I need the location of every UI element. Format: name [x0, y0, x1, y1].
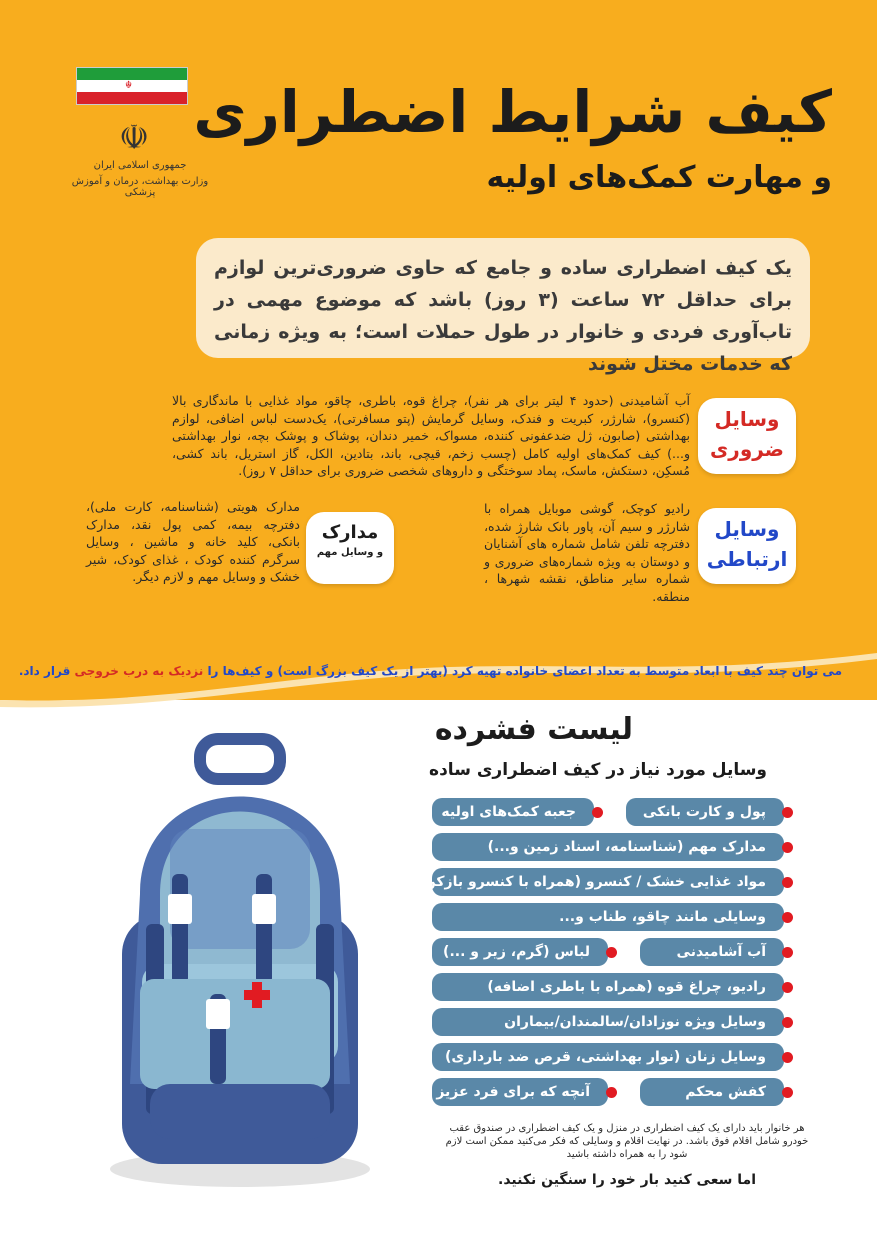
bullet-dot-icon — [782, 1052, 793, 1063]
wave-divider — [0, 645, 877, 720]
communication-items-badge — [698, 508, 796, 584]
comm-label-line2: ارتباطی — [706, 547, 788, 571]
bullet-dot-icon — [782, 947, 793, 958]
bullet-dot-icon — [782, 912, 793, 923]
comm-label-line1: وسایل — [714, 517, 780, 541]
checklist-item — [432, 903, 784, 931]
checklist-item — [432, 833, 784, 861]
checklist-item — [626, 798, 784, 826]
bullet-dot-icon — [592, 807, 603, 818]
checklist-item-label: وسایل ویژه نوزادان/سالمندان/بیماران — [504, 1014, 766, 1030]
checklist-item — [432, 1043, 784, 1071]
checklist-item-label: آب آشامیدنی — [676, 944, 766, 960]
page-subtitle: و مهارت کمک‌های اولیه — [486, 160, 832, 195]
checklist-item — [432, 1008, 784, 1036]
intro-box — [196, 238, 810, 375]
checklist-item — [432, 938, 608, 966]
ministry-emblem-icon: ☫ — [118, 118, 150, 158]
documents-badge — [306, 512, 394, 584]
note-part3: قرار داد. — [18, 664, 75, 678]
checklist-item-label: وسایل زنان (نوار بهداشتی، قرص ضد بارداری) — [444, 1049, 766, 1065]
bullet-dot-icon — [782, 1087, 793, 1098]
checklist-item — [640, 938, 784, 966]
backpack-illustration — [80, 724, 400, 1194]
iran-flag-icon: ☬ — [76, 67, 188, 105]
essential-label-line2: ضروری — [709, 437, 785, 461]
note-part1: می توان چند کیف با ابعاد متوسط به تعداد اعضای خانواده تهیه کرد (بهتر از یک کیف بزرگ است) و کیف‌ها را — [203, 664, 842, 678]
documents-text: مدارک هویتی (شناسنامه، کارت ملی)، دفترچه بیمه، کمی پول نقد، مدارک بانکی، کلید خانه و ماشین ، وسایل سرگرم کننده کودک ، غذای کودک، شیر خشک و وسایل مهم و لازم دیگر. — [86, 499, 300, 585]
bullet-dot-icon — [782, 807, 793, 818]
footer-emphasis: اما سعی کنید بار خود را سنگین نکنید. — [498, 1172, 756, 1188]
checklist-item — [432, 973, 784, 1001]
note-highlight: نزدیک به درب خروجی — [74, 664, 204, 678]
bullet-dot-icon — [782, 1017, 793, 1028]
page-title: کیف شرایط اضطراری — [193, 78, 832, 146]
bullet-dot-icon — [782, 842, 793, 853]
checklist-item-label: کفش محکم — [685, 1084, 766, 1100]
checklist-item — [640, 1078, 784, 1106]
checklist-item-label: لباس (گرم، زیر و ...) — [443, 944, 590, 960]
essential-items-text: آب آشامیدنی (حدود ۴ لیتر برای هر نفر)، چراغ قوه، باطری، چاقو، مواد غذایی با ماندگاری بالا (کنسرو)، شارژر، کبریت و فندک، وسایل گرمایش (پتو مسافرتی)، یک‌دست لباس اضافی، لوازم بهداشتی (صابون، ژل ضدعفونی کننده، مسواک، خمیر دندان، پوشاک و پوشک بچه، نوار بهداشتی و...) کیف کمک‌های اولیه کامل (چسب زخم، قیچی، باند، بتادین، الکل، گاز استریل، باند کشی، مُسکِن، دستکش، ماسک، پماد سوختگی و داروهای شخصی ضروری برای حداقل ۷ روز). — [172, 393, 690, 479]
essential-items-badge — [698, 398, 796, 474]
checklist-subtitle: وسایل مورد نیاز در کیف اضطراری ساده — [429, 760, 767, 780]
footer-note: هر خانوار باید دارای یک کیف اضطراری در منزل و یک کیف اضطراری در صندوق عقب خودرو شامل اقلام فوق باشد. در نهایت اقلام و وسایلی که فکر می‌کنید ممکن است لازم شود را به همراه داشته باشید — [445, 1123, 809, 1160]
checklist-item-label: وسایلی مانند چاقو، طناب و... — [559, 909, 766, 925]
ministry-name-line2: وزارت بهداشت، درمان و آموزش پزشکی — [71, 176, 209, 198]
docs-label: مدارک — [321, 522, 379, 543]
checklist-item — [432, 798, 594, 826]
checklist-item — [417, 868, 784, 896]
ministry-name-line1: جمهوری اسلامی ایران — [93, 160, 187, 171]
essential-label-line1: وسایل — [714, 407, 780, 431]
intro-text: یک کیف اضطراری ساده و جامع که حاوی ضروری‌ترین لوازم برای حداقل ۷۲ ساعت (۳ روز) باشد که موضوع مهمی در تاب‌آوری فردی و خانوار در طول حملات است؛ به ویژه زمانی که خدمات مختل شوند — [214, 257, 792, 375]
bullet-dot-icon — [782, 877, 793, 888]
multi-bag-note — [18, 664, 842, 678]
docs-sublabel: و وسایل مهم — [316, 547, 384, 558]
checklist-title: لیست فشرده — [434, 712, 633, 747]
checklist-item-label: مدارک مهم (شناسنامه، اسناد زمین و...) — [487, 839, 766, 855]
checklist-item-label: جعبه کمک‌های اولیه — [441, 804, 576, 820]
bullet-dot-icon — [606, 1087, 617, 1098]
checklist-item-label: پول و کارت بانکی — [642, 804, 766, 820]
bullet-dot-icon — [606, 947, 617, 958]
checklist-item — [398, 1078, 608, 1106]
bullet-dot-icon — [782, 982, 793, 993]
checklist-item-label: رادیو، چراغ قوه (همراه با باطری اضافه) — [487, 979, 766, 995]
communication-items-text: رادیو کوچک، گوشی موبایل همراه با شارژر و سیم آن، پاور بانک شارژ شده، دفترچه تلفن شامل شماره های آشنایان و دوستان به ویژه شماره‌های ضروری و شماره سایر مناطق، نقشه شهرها ، منطقه. — [484, 501, 690, 604]
checklist-item-label: آنچه که برای فرد عزیز است — [398, 1084, 590, 1100]
checklist-item-label: مواد غذایی خشک / کنسرو (همراه با کنسرو بازکن) — [417, 874, 766, 890]
